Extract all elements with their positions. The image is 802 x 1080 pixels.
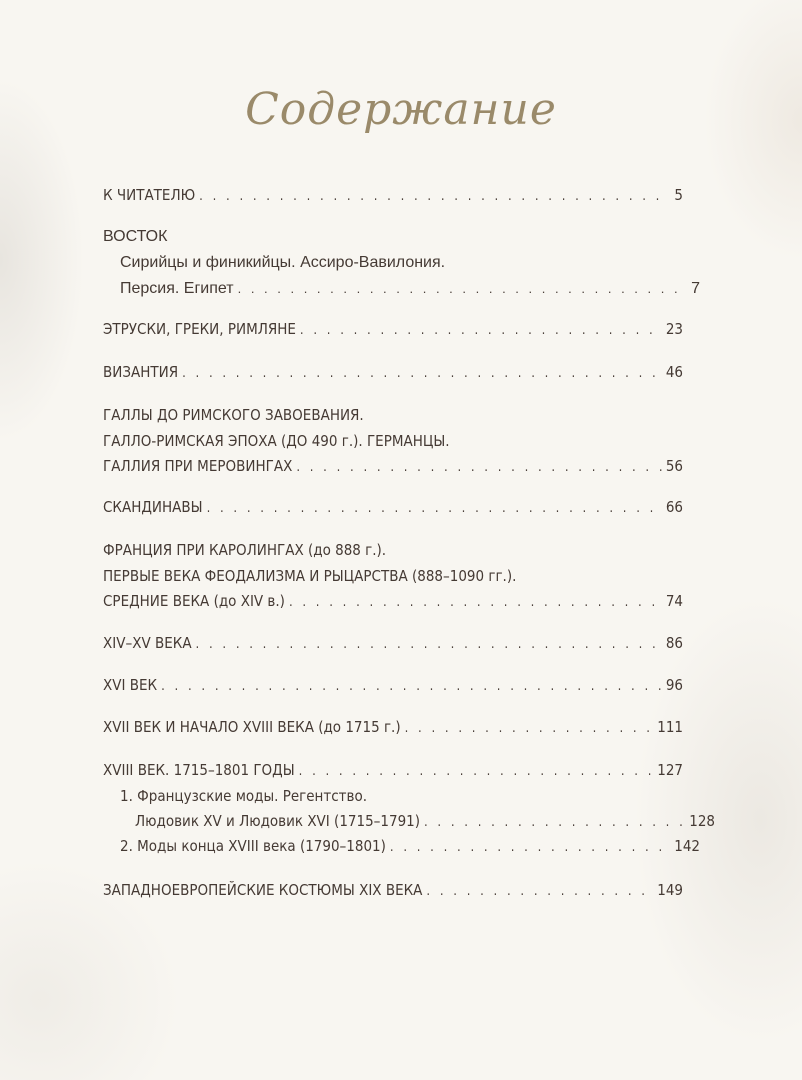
toc-entry-title: XVI ВЕК [103, 676, 158, 694]
dot-leader [300, 318, 662, 344]
toc-entry-gauls-2 [103, 428, 683, 454]
dot-leader [238, 276, 688, 302]
toc-page-number: 5 [674, 186, 683, 204]
toc-entry-title: СРЕДНИЕ ВЕКА (до XIV в.) [103, 592, 285, 610]
dot-leader [182, 361, 662, 387]
toc-page-number: 149 [657, 881, 683, 899]
toc-subentry-east-1 [103, 250, 700, 276]
toc-subentry-c18-1a [103, 783, 700, 809]
dot-leader [296, 455, 662, 481]
toc-page-number: 86 [665, 634, 683, 652]
dot-leader [207, 496, 662, 522]
toc-entry-title: Людовик XV и Людовик XVI (1715–1791) [135, 812, 420, 830]
toc-entry-title: XVIII ВЕК. 1715–1801 ГОДЫ [103, 761, 295, 779]
toc-entry-title: К ЧИТАТЕЛЮ [103, 186, 196, 204]
toc-subentry-c18-1b[interactable] [103, 808, 715, 834]
toc-entry-title: ЗАПАДНОЕВРОПЕЙСКИЕ КОСТЮМЫ XIX ВЕКА [103, 881, 423, 899]
toc-page-number: 128 [689, 812, 715, 830]
toc-entry-byzantium[interactable] [103, 359, 683, 385]
toc-entry-title: XVII ВЕК И НАЧАЛО XVIII ВЕКА (до 1715 г.) [103, 718, 401, 736]
dot-leader [299, 759, 654, 785]
toc-entry-title: Персия. Египет [120, 280, 234, 297]
toc-entry-title: XIV–XV ВЕКА [103, 634, 192, 652]
toc-subentry-east-2[interactable] [103, 276, 700, 302]
toc-page-number: 127 [657, 761, 683, 779]
toc-entry-france-3[interactable] [103, 588, 683, 614]
toc-page-number: 96 [665, 676, 683, 694]
toc-page-number: 7 [691, 280, 700, 297]
dot-leader [426, 879, 653, 905]
toc-entry-title: 1. Французские моды. Регентство. [120, 787, 367, 805]
toc-page-number: 142 [674, 837, 700, 855]
toc-entry-title: ПЕРВЫЕ ВЕКА ФЕОДАЛИЗМА И РЫЦАРСТВА (888–1090 гг.). [103, 567, 517, 585]
toc-entry-scandinavians[interactable] [103, 494, 683, 520]
dot-leader [161, 674, 662, 700]
toc-entry-title: ГАЛЛИЯ ПРИ МЕРОВИНГАХ [103, 457, 293, 475]
toc-entry-france-1 [103, 537, 683, 563]
toc-entry-reader[interactable] [103, 182, 683, 208]
toc-entry-title: ГАЛЛЫ ДО РИМСКОГО ЗАВОЕВАНИЯ. [103, 406, 364, 424]
toc-subentry-c18-2[interactable] [103, 833, 700, 859]
dot-leader [199, 184, 670, 210]
toc-entry-c19[interactable] [103, 877, 683, 903]
toc-entry-title: ФРАНЦИЯ ПРИ КАРОЛИНГАХ (до 888 г.). [103, 541, 387, 559]
toc-page-number: 46 [665, 363, 683, 381]
toc-page-number: 66 [665, 498, 683, 516]
toc-entry-title: ЭТРУСКИ, ГРЕКИ, РИМЛЯНЕ [103, 320, 296, 338]
dot-leader [390, 835, 670, 861]
toc-entry-gauls-1 [103, 402, 683, 428]
toc-entry-france-2 [103, 563, 683, 589]
dot-leader [405, 716, 654, 742]
toc-entry-title: ВИЗАНТИЯ [103, 363, 179, 381]
toc-page-number: 23 [665, 320, 683, 338]
toc-heading-east[interactable] [103, 224, 683, 250]
dot-leader [289, 590, 662, 616]
dot-leader [196, 632, 662, 658]
toc-page-number: 74 [665, 592, 683, 610]
toc-entry-c17[interactable] [103, 714, 683, 740]
toc-entry-title: ВОСТОК [103, 228, 168, 245]
toc-page-number: 111 [657, 718, 683, 736]
toc-entry-c18[interactable] [103, 757, 683, 783]
toc-entry-etruscans[interactable] [103, 316, 683, 342]
toc-entry-title: ГАЛЛО-РИМСКАЯ ЭПОХА (ДО 490 г.). ГЕРМАНЦЫ. [103, 432, 450, 450]
toc-entry-gauls-3[interactable] [103, 453, 683, 479]
toc-entry-title: 2. Моды конца XVIII века (1790–1801) [120, 837, 386, 855]
page-title: Содержание [245, 84, 557, 135]
toc-entry-c16[interactable] [103, 672, 683, 698]
toc-entry-title: СКАНДИНАВЫ [103, 498, 203, 516]
toc-entry-title: Сирийцы и финикийцы. Ассиро-Вавилония. [120, 254, 446, 271]
toc-page-number: 56 [665, 457, 683, 475]
toc-entry-c14-15[interactable] [103, 630, 683, 656]
